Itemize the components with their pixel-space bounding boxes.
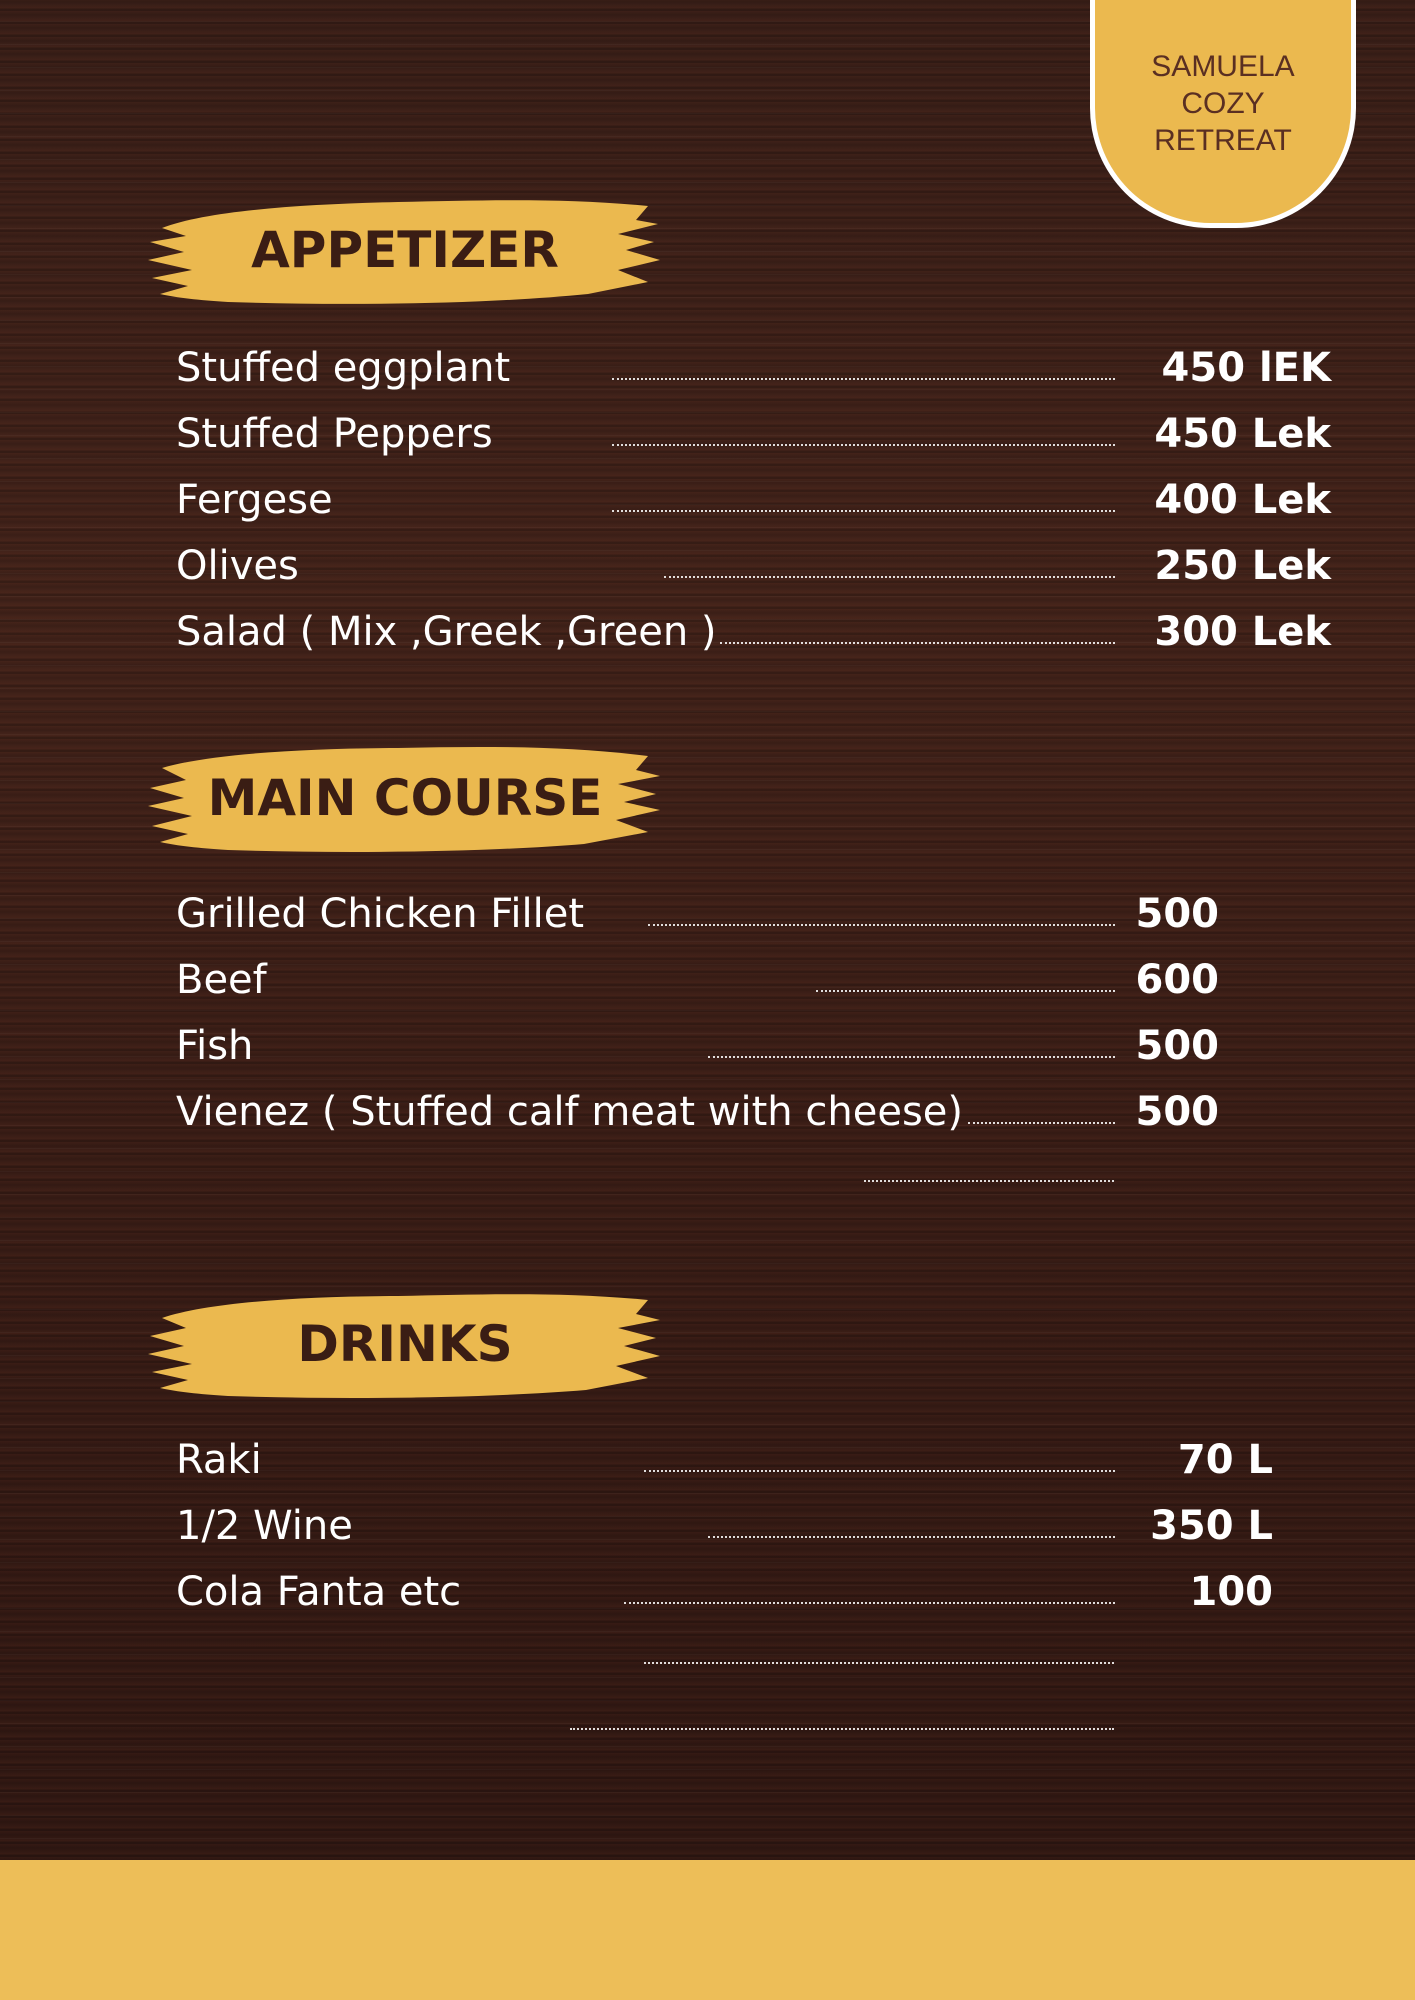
appetizer-heading-banner (148, 190, 662, 310)
menu-item (0, 950, 1415, 1010)
item-name: Cola Fanta etc (176, 1569, 462, 1615)
item-name: 1/2 Wine (176, 1503, 353, 1549)
section-title: MAIN COURSE (207, 769, 603, 827)
footer-band (0, 1860, 1415, 2000)
dotted-leader (708, 1056, 1115, 1058)
item-name: Olives (176, 543, 299, 589)
menu-item (0, 1016, 1415, 1076)
item-name: Raki (176, 1437, 262, 1483)
item-price: 400 Lek (1154, 477, 1331, 523)
item-price: 450 lEK (1161, 345, 1331, 391)
empty-dotted-line (864, 1180, 1114, 1182)
dotted-leader (664, 576, 1115, 578)
item-price: 100 (1189, 1569, 1273, 1615)
item-price: 600 (1135, 957, 1219, 1003)
dotted-leader (612, 510, 1115, 512)
item-price: 450 Lek (1154, 411, 1331, 457)
menu-item (0, 1430, 1415, 1490)
dotted-leader (816, 990, 1115, 992)
menu-item (0, 470, 1415, 530)
section-title: DRINKS (297, 1315, 513, 1373)
item-price: 500 (1135, 1023, 1219, 1069)
item-name: Fish (176, 1023, 254, 1069)
dotted-leader (612, 444, 1115, 446)
restaurant-name-badge (1090, 0, 1356, 228)
item-name: Grilled Chicken Fillet (176, 891, 585, 937)
item-name: Salad ( Mix ,Greek ,Green ) (176, 609, 717, 655)
item-price: 350 L (1150, 1503, 1273, 1549)
dotted-leader (612, 378, 1115, 380)
item-price: 500 (1135, 891, 1219, 937)
drinks-heading-banner (148, 1284, 662, 1404)
item-price: 250 Lek (1154, 543, 1331, 589)
item-name: Stuffed eggplant (176, 345, 511, 391)
item-price: 300 Lek (1154, 609, 1331, 655)
menu-item (0, 1496, 1415, 1556)
item-name: Vienez ( Stuffed calf meat with cheese) (176, 1089, 963, 1135)
item-name: Beef (176, 957, 267, 1003)
dotted-leader (624, 1602, 1115, 1604)
restaurant-name: SAMUELA COZY RETREAT (1151, 50, 1295, 157)
menu-item (0, 338, 1415, 398)
section-title: APPETIZER (251, 221, 559, 279)
item-name: Fergese (176, 477, 333, 523)
dotted-leader (644, 1470, 1115, 1472)
main-course-heading-banner (148, 738, 662, 858)
menu-item (0, 1082, 1415, 1142)
item-name: Stuffed Peppers (176, 411, 493, 457)
menu-item (0, 602, 1415, 662)
item-price: 70 L (1177, 1437, 1273, 1483)
dotted-leader (708, 1536, 1115, 1538)
menu-item (0, 884, 1415, 944)
item-price: 500 (1135, 1089, 1219, 1135)
empty-dotted-line (570, 1728, 1114, 1730)
empty-dotted-line (644, 1662, 1114, 1664)
dotted-leader (648, 924, 1115, 926)
menu-item (0, 1562, 1415, 1622)
dotted-leader (720, 642, 1115, 644)
dotted-leader (968, 1122, 1115, 1124)
menu-item (0, 536, 1415, 596)
menu-item (0, 404, 1415, 464)
